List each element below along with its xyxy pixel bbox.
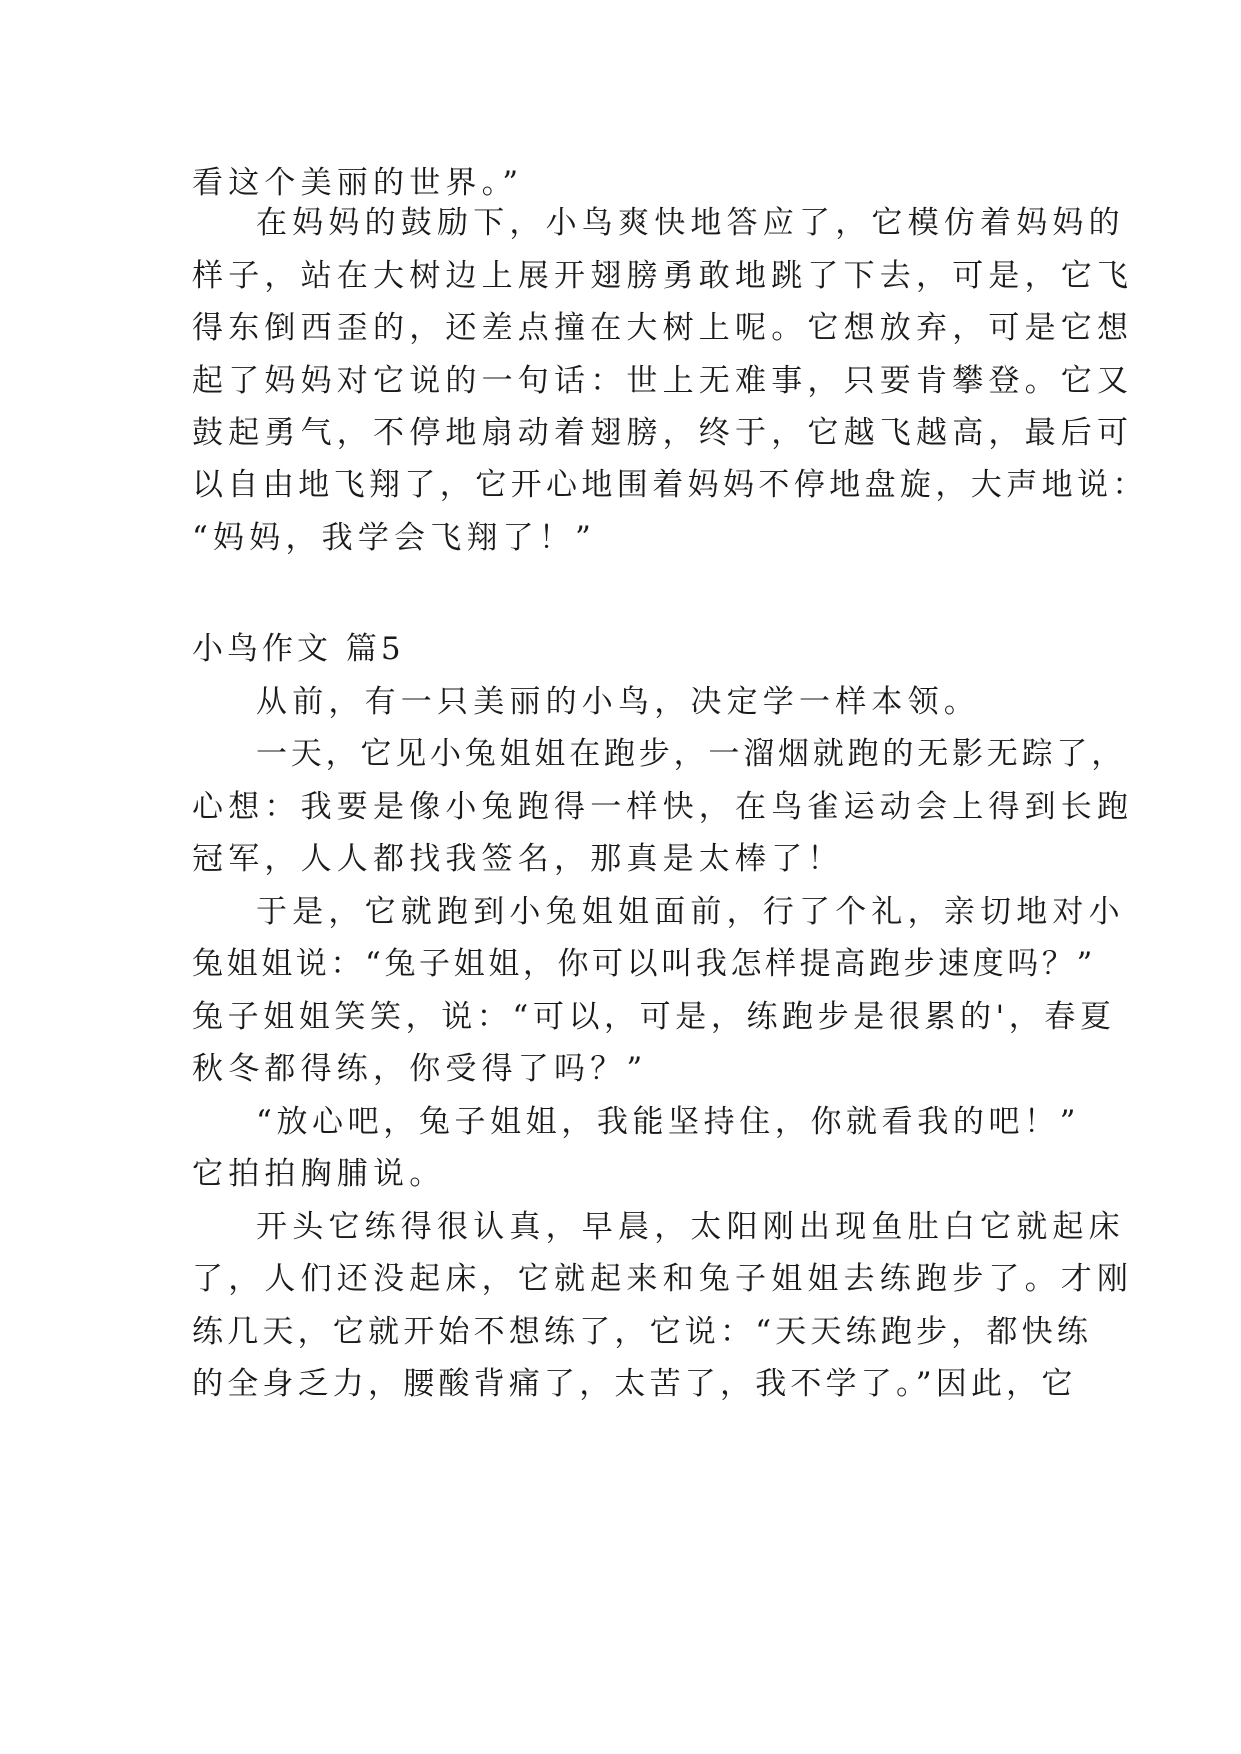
text-line: 起了妈妈对它说的一句话：世上无难事，只要肯攀登。它又 (192, 363, 1134, 399)
paragraph-start-line: 从前，有一只美丽的小鸟，决定学一样本领。 (256, 684, 980, 720)
text-line: 以自由地飞翔了，它开心地围着妈妈不停地盘旋，大声地说： (192, 467, 1148, 503)
text-line: “妈妈，我学会飞翔了！” (192, 520, 597, 556)
paragraph-start-line: 在妈妈的鼓励下，小鸟爽快地答应了，它模仿着妈妈的 (256, 205, 1125, 241)
text-line: 得东倒西歪的，还差点撞在大树上呢。它想放弃，可是它想 (192, 310, 1134, 346)
text-line: 兔姐姐说：“兔子姐姐，你可以叫我怎样提高跑步速度吗？” (192, 946, 1096, 982)
section-heading: 小鸟作文 篇5 (192, 631, 405, 667)
paragraph-start-line: 开头它练得很认真，早晨，太阳刚出现鱼肚白它就起床 (256, 1209, 1125, 1245)
text-line: 看这个美丽的世界。” (192, 165, 524, 201)
text-line: 兔子姐姐笑笑，说：“可以，可是，练跑步是很累的'，春夏 (192, 999, 1116, 1035)
text-line: 秋冬都得练，你受得了吗？” (192, 1051, 648, 1087)
text-line: 冠军，人人都找我签名，那真是太棒了！ (192, 841, 844, 877)
paragraph-start-line: 一天，它见小兔姐姐在跑步，一溜烟就跑的无影无踪了， (256, 736, 1126, 772)
paragraph-start-line: 于是，它就跑到小兔姐姐面前，行了个礼，亲切地对小 (256, 894, 1125, 930)
text-line: 样子，站在大树边上展开翅膀勇敢地跳了下去，可是，它飞 (192, 258, 1134, 294)
text-line: 鼓起勇气，不停地扇动着翅膀，终于，它越飞越高，最后可 (192, 415, 1134, 451)
text-line: 的全身乏力，腰酸背痛了，太苦了，我不学了。”因此，它 (192, 1366, 1077, 1402)
paragraph-start-line: “放心吧，兔子姐姐，我能坚持住，你就看我的吧！” (256, 1104, 1081, 1140)
text-line: 了，人们还没起床，它就起来和兔子姐姐去练跑步了。才刚 (192, 1261, 1134, 1297)
text-line: 心想：我要是像小兔跑得一样快，在鸟雀运动会上得到长跑 (192, 789, 1134, 825)
text-line: 它拍拍胸脯说。 (192, 1156, 446, 1192)
text-line: 练几天，它就开始不想练了，它说：“天天练跑步，都快练 (192, 1314, 1093, 1350)
